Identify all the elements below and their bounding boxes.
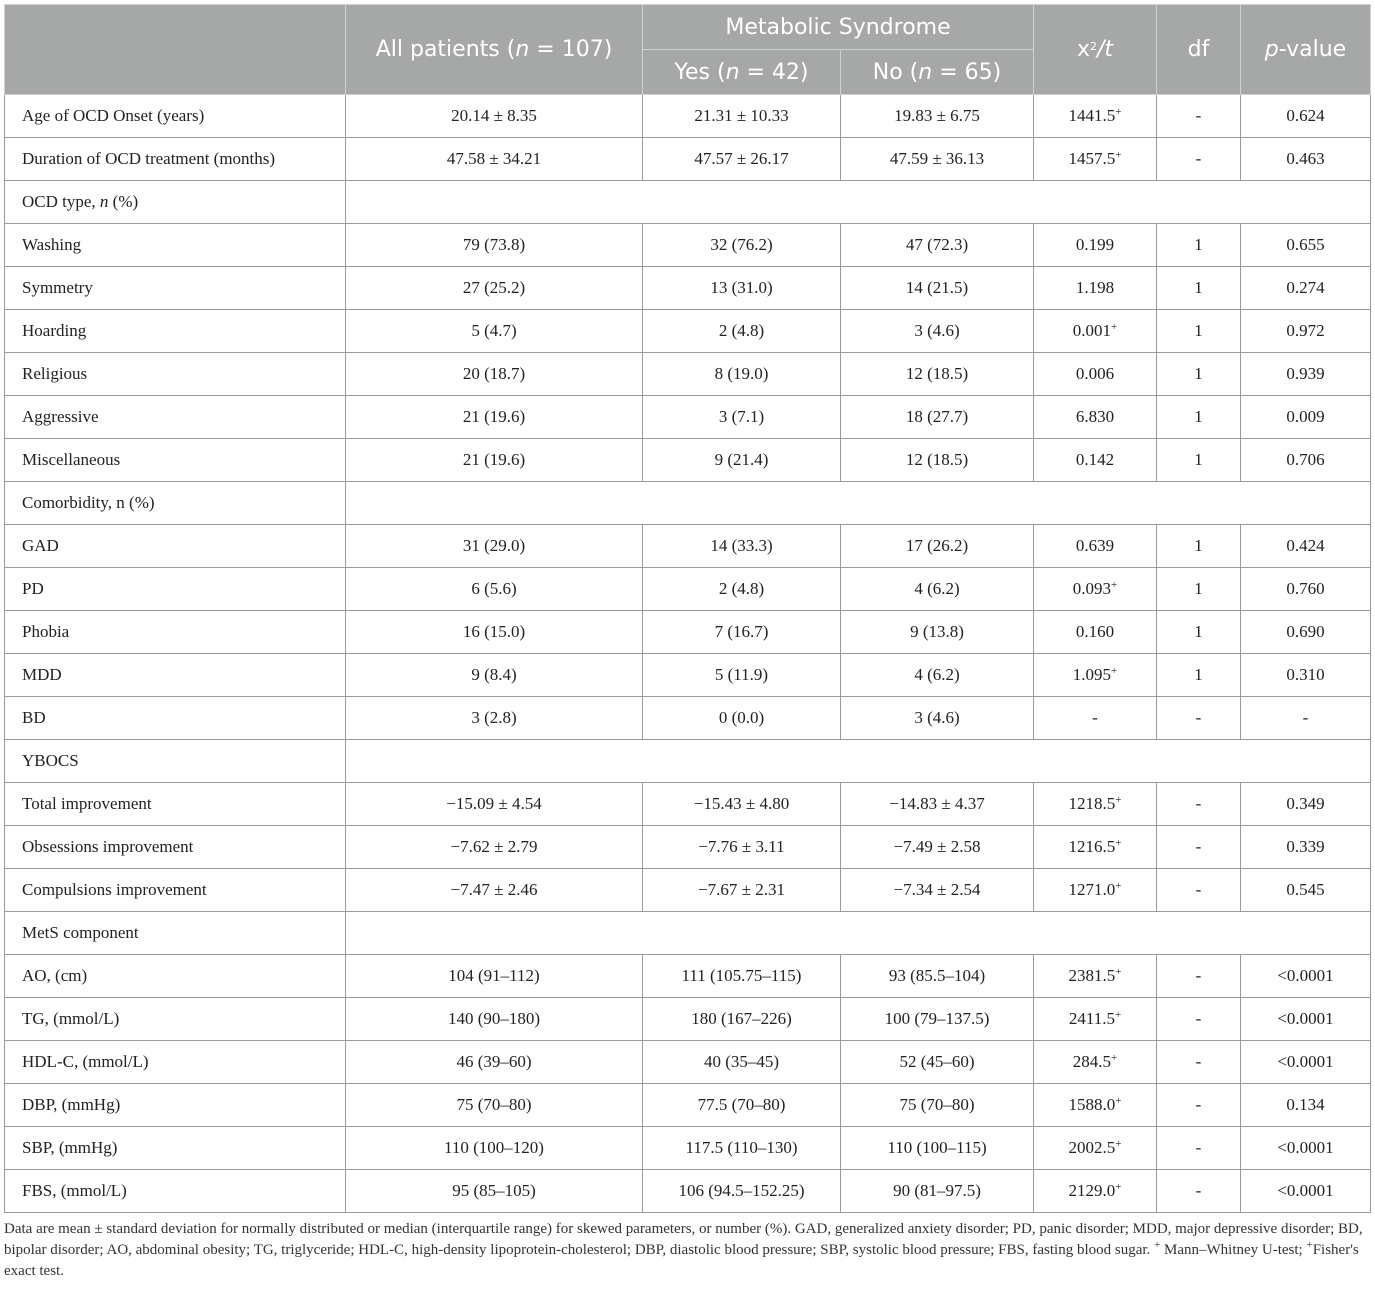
cell-p-value: 0.424 <box>1241 525 1371 568</box>
cell-mets-no: 52 (45–60) <box>841 1041 1034 1084</box>
cell-mets-no: 75 (70–80) <box>841 1084 1034 1127</box>
table-row <box>5 267 1371 310</box>
cell-df: - <box>1157 998 1241 1041</box>
cell-mets-no: 14 (21.5) <box>841 267 1034 310</box>
section-spacer-cell <box>346 740 1371 783</box>
cell-mets-no: 9 (13.8) <box>841 611 1034 654</box>
mann-whitney-marker: + <box>1115 794 1122 806</box>
cell-mets-no: 100 (79–137.5) <box>841 998 1034 1041</box>
cell-df: 1 <box>1157 310 1241 353</box>
mann-whitney-marker: + <box>1111 1052 1118 1064</box>
row-label: Phobia <box>5 611 346 654</box>
table-body <box>5 95 1371 1213</box>
cell-test-statistic: 1588.0+ <box>1034 1084 1157 1127</box>
section-row <box>5 912 1371 955</box>
cell-all-patients: 3 (2.8) <box>346 697 643 740</box>
cell-mets-yes: −7.67 ± 2.31 <box>643 869 841 912</box>
cell-p-value: 0.655 <box>1241 224 1371 267</box>
cell-mets-no: 47 (72.3) <box>841 224 1034 267</box>
cell-all-patients: 16 (15.0) <box>346 611 643 654</box>
cell-p-value: 0.349 <box>1241 783 1371 826</box>
cell-df: 1 <box>1157 525 1241 568</box>
cell-p-value: 0.134 <box>1241 1084 1371 1127</box>
cell-mets-yes: 32 (76.2) <box>643 224 841 267</box>
table-row <box>5 998 1371 1041</box>
cell-mets-yes: 40 (35–45) <box>643 1041 841 1084</box>
cell-p-value: <0.0001 <box>1241 998 1371 1041</box>
cell-p-value: 0.545 <box>1241 869 1371 912</box>
table-row <box>5 697 1371 740</box>
table-row <box>5 1084 1371 1127</box>
cell-all-patients: 20 (18.7) <box>346 353 643 396</box>
cell-test-statistic: - <box>1034 697 1157 740</box>
cell-all-patients: −7.62 ± 2.79 <box>346 826 643 869</box>
cell-df: 1 <box>1157 568 1241 611</box>
table-row <box>5 955 1371 998</box>
cell-mets-yes: 77.5 (70–80) <box>643 1084 841 1127</box>
cell-p-value: 0.310 <box>1241 654 1371 697</box>
row-label: Hoarding <box>5 310 346 353</box>
cell-test-statistic: 2411.5+ <box>1034 998 1157 1041</box>
table-row <box>5 783 1371 826</box>
cell-all-patients: 140 (90–180) <box>346 998 643 1041</box>
cell-p-value: 0.274 <box>1241 267 1371 310</box>
cell-mets-no: 4 (6.2) <box>841 568 1034 611</box>
row-label: SBP, (mmHg) <box>5 1127 346 1170</box>
cell-p-value: 0.009 <box>1241 396 1371 439</box>
results-table <box>4 4 1371 1213</box>
table-row <box>5 611 1371 654</box>
cell-all-patients: 20.14 ± 8.35 <box>346 95 643 138</box>
row-label: BD <box>5 697 346 740</box>
section-label: OCD type, n (%) <box>5 181 346 224</box>
cell-mets-no: 12 (18.5) <box>841 439 1034 482</box>
cell-mets-yes: 111 (105.75–115) <box>643 955 841 998</box>
row-label: GAD <box>5 525 346 568</box>
section-label: MetS component <box>5 912 346 955</box>
cell-test-statistic: 1.198 <box>1034 267 1157 310</box>
cell-all-patients: 46 (39–60) <box>346 1041 643 1084</box>
header-p-value: p-value <box>1241 5 1371 95</box>
cell-all-patients: −7.47 ± 2.46 <box>346 869 643 912</box>
cell-test-statistic: 0.639 <box>1034 525 1157 568</box>
table-container <box>4 4 1370 1282</box>
header-test-statistic: $x^2/t$ <box>1034 5 1157 95</box>
cell-test-statistic: 1216.5+ <box>1034 826 1157 869</box>
cell-df: - <box>1157 783 1241 826</box>
mann-whitney-marker: + <box>1111 665 1118 677</box>
cell-mets-no: −7.49 ± 2.58 <box>841 826 1034 869</box>
header-all-patients: All patients (n = 107) <box>346 5 643 95</box>
table-row <box>5 1127 1371 1170</box>
cell-test-statistic: 6.830 <box>1034 396 1157 439</box>
section-label: YBOCS <box>5 740 346 783</box>
cell-mets-yes: 5 (11.9) <box>643 654 841 697</box>
table-row <box>5 525 1371 568</box>
cell-mets-yes: 21.31 ± 10.33 <box>643 95 841 138</box>
row-label: AO, (cm) <box>5 955 346 998</box>
section-spacer-cell <box>346 181 1371 224</box>
mann-whitney-marker: + <box>1115 880 1122 892</box>
cell-mets-no: 47.59 ± 36.13 <box>841 138 1034 181</box>
mann-whitney-marker: + <box>1115 1181 1122 1193</box>
cell-p-value: 0.760 <box>1241 568 1371 611</box>
cell-p-value: <0.0001 <box>1241 1041 1371 1084</box>
cell-mets-no: 3 (4.6) <box>841 697 1034 740</box>
section-spacer-cell <box>346 482 1371 525</box>
table-row <box>5 138 1371 181</box>
cell-df: - <box>1157 1041 1241 1084</box>
cell-all-patients: 110 (100–120) <box>346 1127 643 1170</box>
cell-mets-yes: 7 (16.7) <box>643 611 841 654</box>
cell-test-statistic: 0.093+ <box>1034 568 1157 611</box>
cell-p-value: <0.0001 <box>1241 955 1371 998</box>
cell-mets-no: 12 (18.5) <box>841 353 1034 396</box>
cell-p-value: 0.706 <box>1241 439 1371 482</box>
cell-mets-yes: 14 (33.3) <box>643 525 841 568</box>
row-label: DBP, (mmHg) <box>5 1084 346 1127</box>
cell-all-patients: 79 (73.8) <box>346 224 643 267</box>
cell-all-patients: −15.09 ± 4.54 <box>346 783 643 826</box>
row-label: PD <box>5 568 346 611</box>
cell-test-statistic: 1218.5+ <box>1034 783 1157 826</box>
cell-df: 1 <box>1157 224 1241 267</box>
row-label: Washing <box>5 224 346 267</box>
cell-all-patients: 6 (5.6) <box>346 568 643 611</box>
row-label: FBS, (mmol/L) <box>5 1170 346 1213</box>
row-label: Aggressive <box>5 396 346 439</box>
cell-mets-yes: 2 (4.8) <box>643 310 841 353</box>
cell-df: - <box>1157 826 1241 869</box>
header-metabolic-syndrome: Metabolic Syndrome <box>643 5 1034 50</box>
cell-df: - <box>1157 697 1241 740</box>
cell-mets-yes: 47.57 ± 26.17 <box>643 138 841 181</box>
cell-p-value: - <box>1241 697 1371 740</box>
table-row <box>5 1170 1371 1213</box>
cell-df: 1 <box>1157 396 1241 439</box>
cell-test-statistic: 0.006 <box>1034 353 1157 396</box>
cell-df: - <box>1157 1084 1241 1127</box>
cell-mets-yes: 3 (7.1) <box>643 396 841 439</box>
table-row <box>5 439 1371 482</box>
header-mets-yes: Yes (n = 42) <box>643 50 841 95</box>
cell-df: - <box>1157 955 1241 998</box>
cell-p-value: 0.463 <box>1241 138 1371 181</box>
cell-all-patients: 21 (19.6) <box>346 396 643 439</box>
cell-test-statistic: 284.5+ <box>1034 1041 1157 1084</box>
table-row <box>5 95 1371 138</box>
row-label: TG, (mmol/L) <box>5 998 346 1041</box>
cell-df: 1 <box>1157 439 1241 482</box>
header-df: df <box>1157 5 1241 95</box>
cell-mets-no: 3 (4.6) <box>841 310 1034 353</box>
table-footnote: Data are mean ± standard deviation for normally distributed or median (interquartile range) for skewed parameters, or number (%). GAD, generalized anxiety disorder; PD, panic disorder; MDD, major depressive disorder; BD, bipolar disorder; AO, abdominal obesity; TG, triglyceride; HDL-C, high-density lipoprotein-cholesterol; DBP, diastolic blood pressure; SBP, systolic blood pressure; FBS, fasting blood sugar. + Mann–Whitney U-test; +Fisher's exact test. <box>4 1221 1363 1279</box>
row-label: Miscellaneous <box>5 439 346 482</box>
cell-test-statistic: 0.160 <box>1034 611 1157 654</box>
mann-whitney-marker: + <box>1114 1009 1122 1021</box>
cell-df: - <box>1157 138 1241 181</box>
table-row <box>5 353 1371 396</box>
mann-whitney-marker: + <box>1115 106 1122 118</box>
row-label: Religious <box>5 353 346 396</box>
section-row <box>5 740 1371 783</box>
cell-test-statistic: 1441.5+ <box>1034 95 1157 138</box>
cell-all-patients: 75 (70–80) <box>346 1084 643 1127</box>
cell-test-statistic: 2002.5+ <box>1034 1127 1157 1170</box>
row-label: Compulsions improvement <box>5 869 346 912</box>
table-row <box>5 224 1371 267</box>
table-row <box>5 654 1371 697</box>
cell-mets-no: 93 (85.5–104) <box>841 955 1034 998</box>
table-row <box>5 826 1371 869</box>
cell-all-patients: 47.58 ± 34.21 <box>346 138 643 181</box>
cell-all-patients: 9 (8.4) <box>346 654 643 697</box>
table-header <box>5 5 1371 95</box>
row-label: Total improvement <box>5 783 346 826</box>
table-row <box>5 568 1371 611</box>
cell-mets-no: 110 (100–115) <box>841 1127 1034 1170</box>
cell-df: - <box>1157 95 1241 138</box>
cell-all-patients: 104 (91–112) <box>346 955 643 998</box>
cell-mets-yes: 106 (94.5–152.25) <box>643 1170 841 1213</box>
cell-test-statistic: 1271.0+ <box>1034 869 1157 912</box>
mann-whitney-marker: + <box>1115 1138 1122 1150</box>
cell-df: - <box>1157 1170 1241 1213</box>
row-label: HDL-C, (mmol/L) <box>5 1041 346 1084</box>
cell-p-value: 0.690 <box>1241 611 1371 654</box>
cell-all-patients: 31 (29.0) <box>346 525 643 568</box>
section-row <box>5 482 1371 525</box>
cell-test-statistic: 1457.5+ <box>1034 138 1157 181</box>
cell-mets-no: −7.34 ± 2.54 <box>841 869 1034 912</box>
cell-df: 1 <box>1157 654 1241 697</box>
cell-mets-no: 90 (81–97.5) <box>841 1170 1034 1213</box>
row-label: Symmetry <box>5 267 346 310</box>
cell-mets-yes: 8 (19.0) <box>643 353 841 396</box>
mann-whitney-marker: + <box>1111 579 1118 591</box>
cell-mets-yes: −15.43 ± 4.80 <box>643 783 841 826</box>
cell-df: 1 <box>1157 611 1241 654</box>
table-row <box>5 869 1371 912</box>
cell-mets-yes: 180 (167–226) <box>643 998 841 1041</box>
cell-mets-yes: 2 (4.8) <box>643 568 841 611</box>
cell-p-value: 0.624 <box>1241 95 1371 138</box>
section-row <box>5 181 1371 224</box>
cell-p-value: <0.0001 <box>1241 1170 1371 1213</box>
header-mets-no: No (n = 65) <box>841 50 1034 95</box>
table-row <box>5 1041 1371 1084</box>
cell-all-patients: 27 (25.2) <box>346 267 643 310</box>
row-label: Obsessions improvement <box>5 826 346 869</box>
cell-mets-no: 19.83 ± 6.75 <box>841 95 1034 138</box>
section-spacer-cell <box>346 912 1371 955</box>
table-row <box>5 396 1371 439</box>
cell-df: 1 <box>1157 353 1241 396</box>
cell-all-patients: 5 (4.7) <box>346 310 643 353</box>
cell-df: 1 <box>1157 267 1241 310</box>
cell-test-statistic: 2381.5+ <box>1034 955 1157 998</box>
mann-whitney-marker: + <box>1115 149 1122 161</box>
header-blank-cell <box>5 5 346 95</box>
mann-whitney-marker: + <box>1115 1095 1122 1107</box>
cell-mets-yes: −7.76 ± 3.11 <box>643 826 841 869</box>
cell-mets-no: 18 (27.7) <box>841 396 1034 439</box>
cell-p-value: 0.939 <box>1241 353 1371 396</box>
mann-whitney-marker: + <box>1115 837 1122 849</box>
cell-df: - <box>1157 1127 1241 1170</box>
cell-mets-no: 4 (6.2) <box>841 654 1034 697</box>
cell-test-statistic: 2129.0+ <box>1034 1170 1157 1213</box>
cell-mets-yes: 9 (21.4) <box>643 439 841 482</box>
cell-mets-no: 17 (26.2) <box>841 525 1034 568</box>
cell-p-value: <0.0001 <box>1241 1127 1371 1170</box>
cell-all-patients: 95 (85–105) <box>346 1170 643 1213</box>
cell-mets-yes: 0 (0.0) <box>643 697 841 740</box>
cell-test-statistic: 0.142 <box>1034 439 1157 482</box>
cell-mets-yes: 13 (31.0) <box>643 267 841 310</box>
table-row <box>5 310 1371 353</box>
cell-p-value: 0.339 <box>1241 826 1371 869</box>
section-label: Comorbidity, n (%) <box>5 482 346 525</box>
cell-p-value: 0.972 <box>1241 310 1371 353</box>
cell-mets-yes: 117.5 (110–130) <box>643 1127 841 1170</box>
cell-all-patients: 21 (19.6) <box>346 439 643 482</box>
cell-df: - <box>1157 869 1241 912</box>
cell-test-statistic: 0.001+ <box>1034 310 1157 353</box>
row-label: MDD <box>5 654 346 697</box>
row-label: Age of OCD Onset (years) <box>5 95 346 138</box>
cell-test-statistic: 0.199 <box>1034 224 1157 267</box>
cell-mets-no: −14.83 ± 4.37 <box>841 783 1034 826</box>
mann-whitney-marker: + <box>1111 321 1118 333</box>
row-label: Duration of OCD treatment (months) <box>5 138 346 181</box>
cell-test-statistic: 1.095+ <box>1034 654 1157 697</box>
mann-whitney-marker: + <box>1115 966 1122 978</box>
